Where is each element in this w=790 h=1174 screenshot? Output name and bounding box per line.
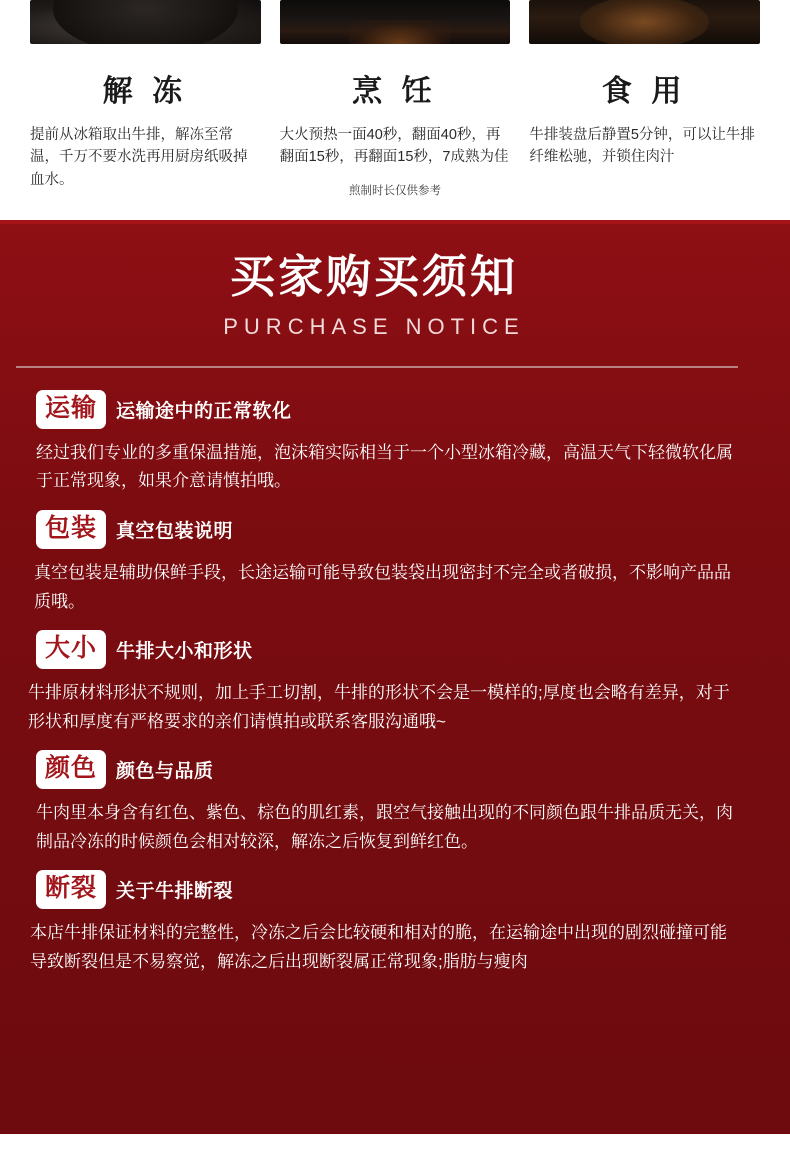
notice-item-head	[0, 510, 790, 549]
notice-title-cn: 买家购买须知	[229, 251, 518, 302]
notice-item-color	[0, 750, 790, 856]
notice-item-text: 真空包装是辅助保鲜手段，长途运输可能导致包装袋出现密封不完全或者破损，不影响产品品质哦。	[34, 563, 731, 611]
notice-item-heading: 牛排大小和形状	[116, 641, 253, 663]
notice-item-text: 经过我们专业的多重保温措施，泡沫箱实际相当于一个小型冰箱冷藏，高温天气下轻微软化属于正常现象，如果介意请慎拍哦。	[36, 442, 733, 491]
notice-tag: 颜色	[36, 750, 106, 789]
served-steak-photo	[529, 0, 760, 44]
notice-item-head	[0, 390, 790, 429]
notice-header	[0, 250, 790, 340]
thawed-steak-photo	[30, 0, 261, 44]
notice-tag: 包装	[36, 510, 106, 549]
notice-item-heading: 真空包装说明	[116, 521, 234, 543]
notice-item-transport	[0, 390, 790, 496]
notice-item-text: 牛排原材料形状不规则，加上手工切割，牛排的形状不会是一模样的;厚度也会略有差异，对于形状和厚度有严格要求的亲们请慎拍或联系客服沟通哦~	[28, 683, 730, 731]
cooking-steps-section	[0, 0, 790, 220]
notice-item-breakage	[0, 870, 790, 976]
notice-divider	[16, 366, 738, 368]
step-title: 烹 饪	[352, 75, 438, 108]
notice-items	[0, 368, 790, 976]
notice-tag: 运输	[36, 390, 106, 429]
step-body: 提前从冰箱取出牛排，解冻至常温，千万不要水洗再用厨房纸吸掉血水。	[30, 127, 248, 188]
notice-item-heading: 运输途中的正常软化	[116, 400, 292, 422]
notice-tag: 大小	[36, 630, 106, 669]
notice-item-head	[0, 750, 790, 789]
steps-row	[0, 0, 790, 198]
notice-item-size	[0, 630, 790, 736]
step-title: 解 冻	[102, 75, 189, 108]
notice-item-text: 牛肉里本身含有红色、紫色、棕色的肌红素，跟空气接触出现的不同颜色跟牛排品质无关，肉制品冷冻的时候颜色会相对较深，解冻之后恢复到鲜红色。	[36, 803, 733, 851]
purchase-notice-section	[0, 220, 790, 1134]
notice-title-en: PURCHASE NOTICE	[223, 313, 525, 339]
step-note: 煎制时长仅供参考	[349, 184, 441, 197]
notice-item-head	[0, 870, 790, 909]
notice-item-text: 本店牛排保证材料的完整性，冷冻之后会比较硬和相对的脆，在运输途中出现的剧烈碰撞可能导致断裂但是不易察觉，解冻之后出现断裂属正常现象;脂肪与瘦肉	[30, 923, 727, 971]
pan-searing-photo	[280, 0, 511, 44]
step-card-thaw	[30, 0, 261, 198]
notice-item-packaging	[0, 510, 790, 616]
step-card-serve	[529, 0, 760, 198]
step-body: 牛排装盘后静置5分钟，可以让牛排纤维松驰，并锁住肉汁	[529, 127, 755, 166]
notice-item-head	[0, 630, 790, 669]
step-body: 大火预热一面40秒，翻面40秒，再翻面15秒，再翻面15秒，7成熟为佳	[279, 127, 509, 166]
notice-item-heading: 关于牛排断裂	[116, 881, 234, 903]
notice-item-heading: 颜色与品质	[116, 761, 214, 783]
notice-tag: 断裂	[36, 870, 106, 909]
step-card-cook	[280, 0, 511, 198]
step-title: 食 用	[601, 75, 688, 108]
